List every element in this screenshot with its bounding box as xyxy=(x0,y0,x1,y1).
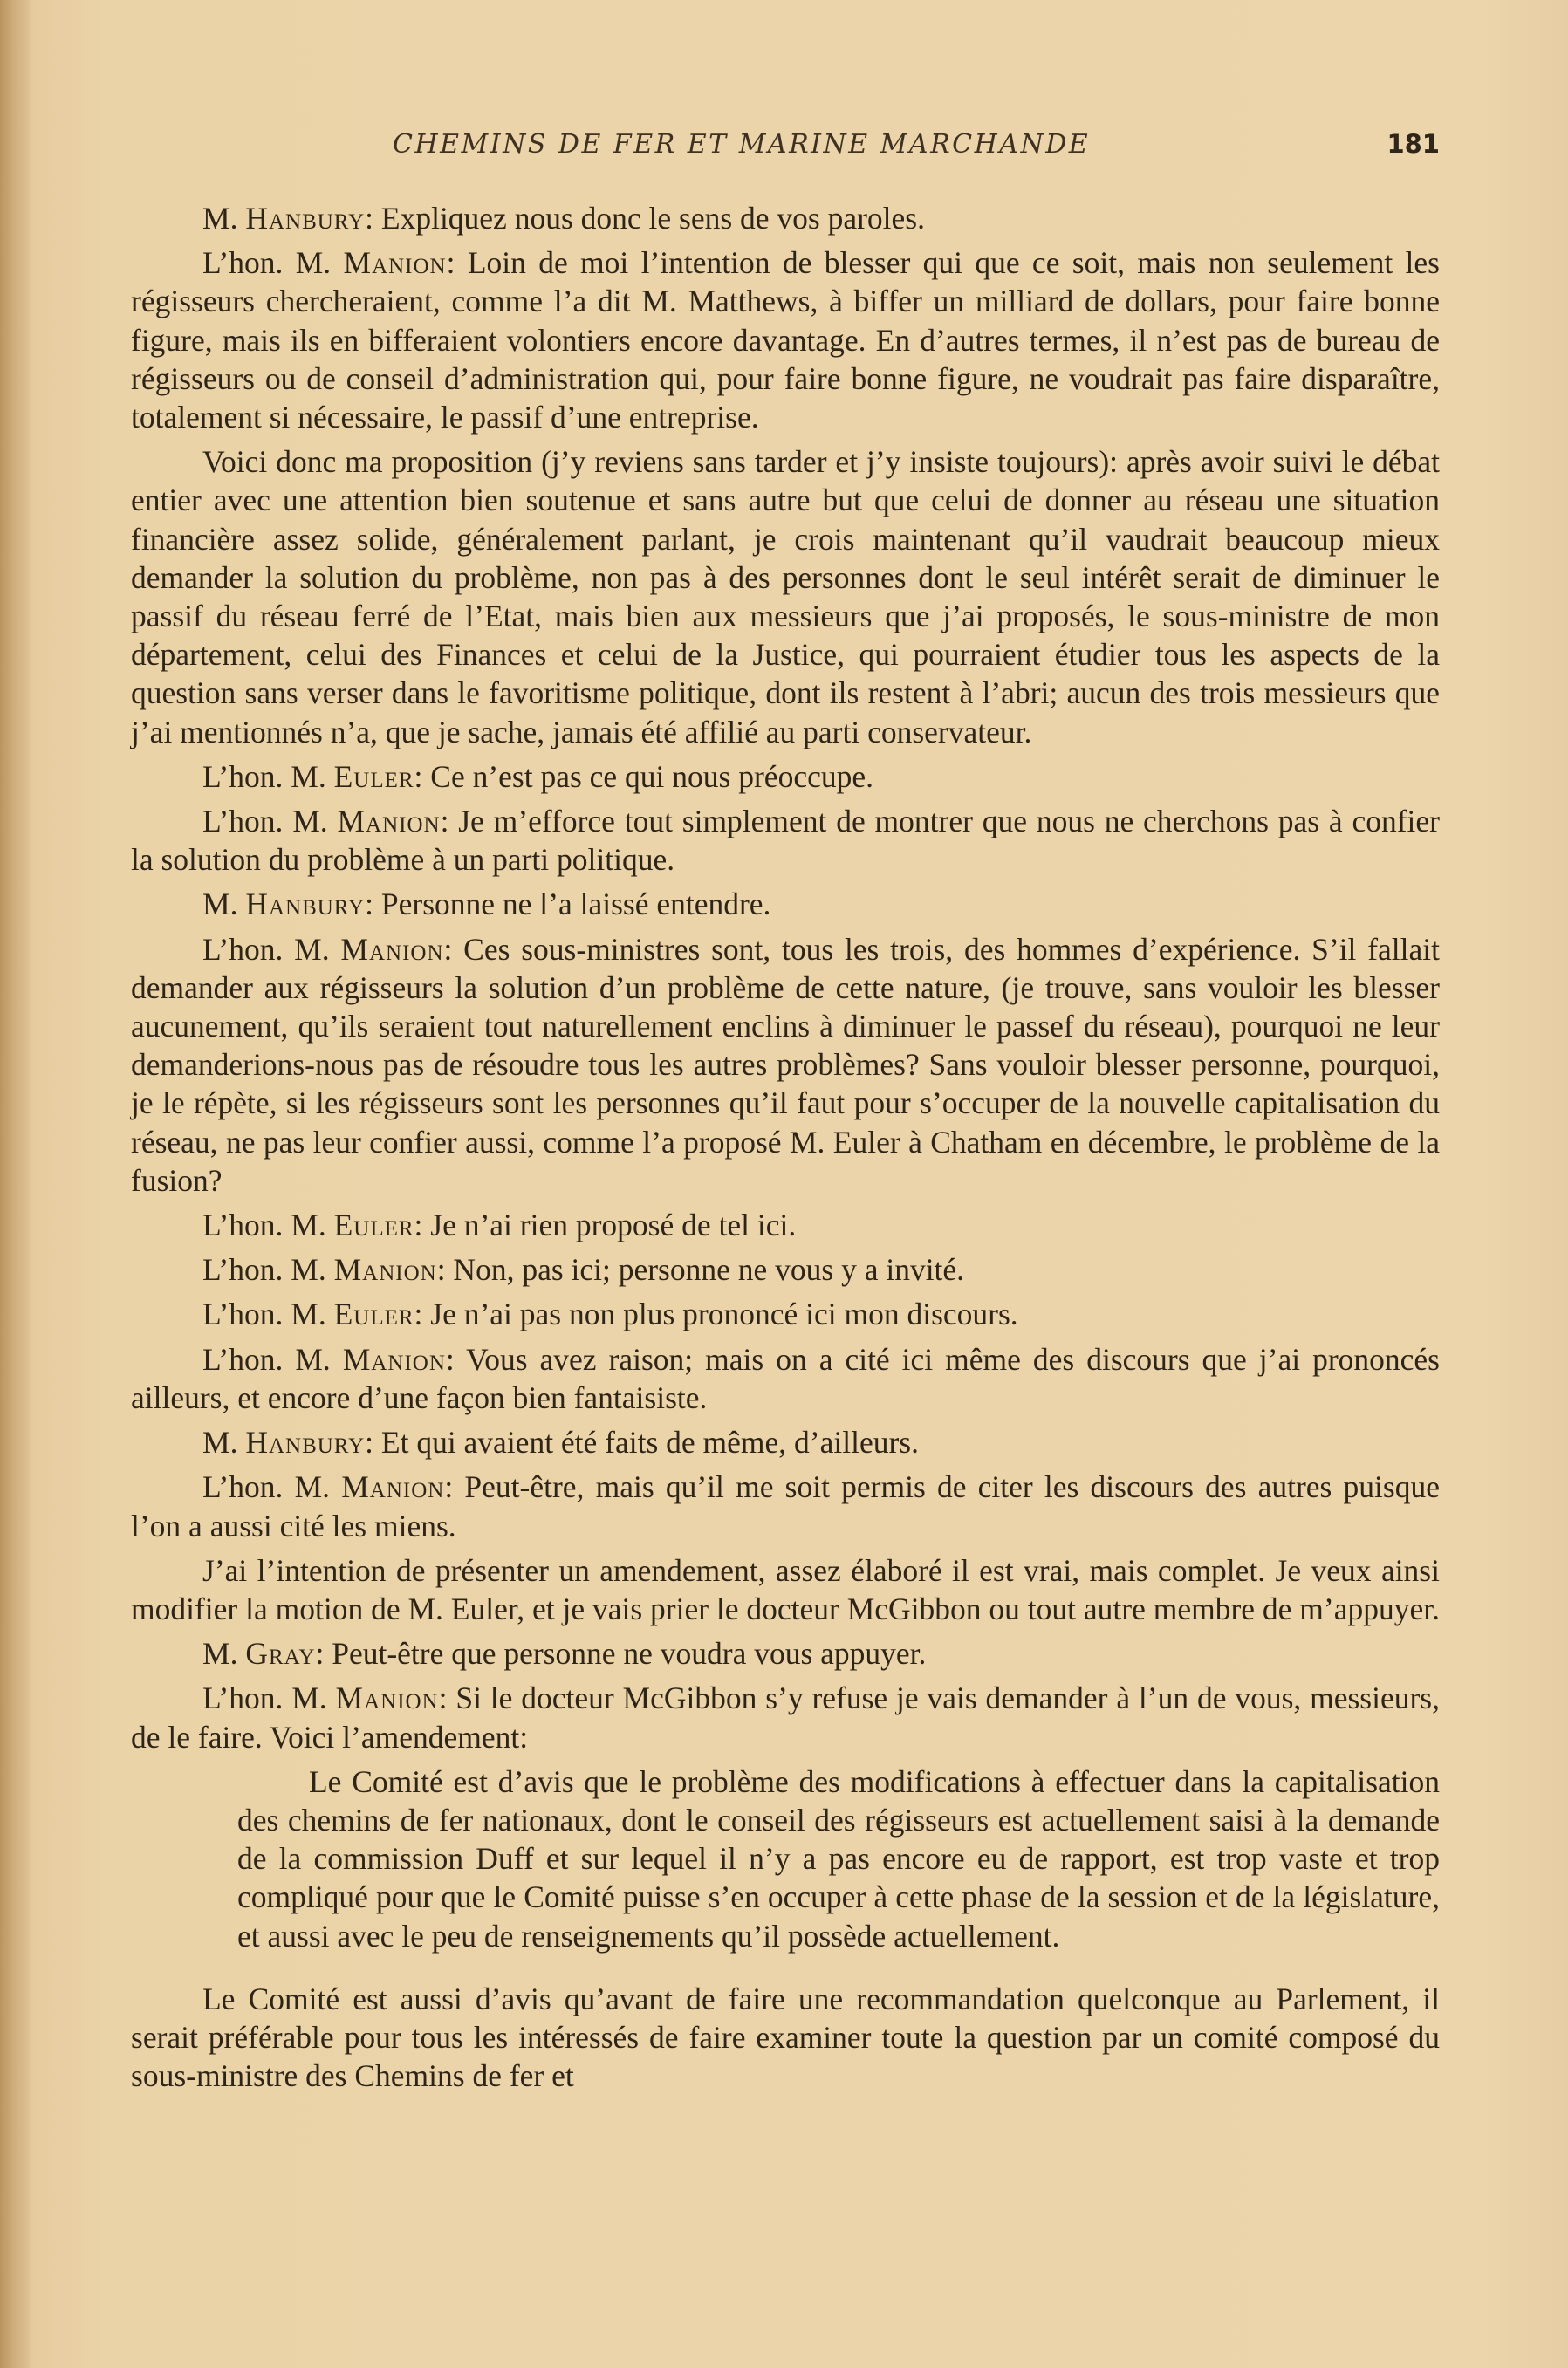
speaker-name: Euler xyxy=(333,1297,414,1332)
running-header xyxy=(131,129,1440,173)
paragraph-14: J’ai l’intention de présenter un amendement, assez élaboré il est vrai, mais complet. Je veux ainsi modifier la motion de M. Euler, et je vais prier le docteur McGibbon ou tout autre membre de m’appuyer. xyxy=(131,1552,1440,1626)
paragraph-5: L’hon. M. Manion: Je m’efforce tout simplement de montrer que nous ne cherchons pas à confier la solution du problème à un parti politique. xyxy=(131,804,1440,878)
speaker-name: Euler xyxy=(333,1208,414,1243)
speaker-name: Manion xyxy=(343,245,447,281)
paragraph-4: L’hon. M. Euler: Ce n’est pas ce qui nous préoccupe. xyxy=(202,758,873,794)
page-number: 181 xyxy=(1387,129,1440,159)
paragraph-10: L’hon. M. Euler: Je n’ai pas non plus prononcé ici mon discours. xyxy=(202,1297,1018,1332)
speaker-name: Manion xyxy=(337,804,441,839)
paragraph-15: M. Gray: Peut-être que personne ne voudra vous appuyer. xyxy=(202,1636,927,1672)
speaker-name: Manion xyxy=(333,1252,437,1288)
speaker-name: Hanbury xyxy=(245,1425,366,1461)
paragraph-7: L’hon. M. Manion: Ces sous-ministres sont, tous les trois, des hommes d’expérience. S’il fallait demander aux régisseurs la solution d’un problème de cette nature, (je trouve, sans vouloir les blesser aucunement, qu’ils seraient tout naturellement enclins à diminuer le passef du réseau), pourquoi ne leur demanderions-nous pas de résoudre tous les autres problèmes? Sans vouloir blesser personne, pourquoi, je le répète, si les régisseurs sont les personnes qu’il faut pour s’occuper de la nouvelle capitalisation du réseau, ne pas leur confier aussi, comme l’a proposé M. Euler à Chatham en décembre, le problème de la fusion? xyxy=(131,931,1440,1198)
speaker-name: Hanbury xyxy=(245,201,366,236)
paragraph-3: Voici donc ma proposition (j’y reviens sans tarder et j’y insiste toujours): après avoir suivi le débat entier avec une attention bien soutenue et sans autre but que celui de donner au réseau une situation financière assez solide, généralement parlant, je crois maintenant qu’il vaudrait beaucoup mieux demander la solution du problème, non pas à des personnes dont le seul intérêt serait de diminuer le passif du réseau ferré de l’Etat, mais bien aux messieurs que j’ai proposés, le sous-ministre de mon département, celui des Finances et celui de la Justice, qui pourraient étudier tous les aspects de la question sans verser dans le favoritisme politique, dont ils restent à l’abri; aucun des trois messieurs que j’ai mentionnés n’a, que je sache, jamais été affilié au parti conservateur. xyxy=(131,444,1440,749)
paragraph-12: M. Hanbury: Et qui avaient été faits de même, d’ailleurs. xyxy=(202,1425,919,1461)
speaker-name: Hanbury xyxy=(245,886,366,922)
page-body xyxy=(131,199,1440,2095)
amendment-quote: Le Comité est d’avis que le problème des modifications à effectuer dans la capitalisation des chemins de fer nationaux, dont le conseil des régisseurs est actuellement saisi à la demande de la commission Duff et sur lequel il n’y a pas encore eu de rapport, est trop vaste et trop compliqué pour que le Comité puisse s’en occuper à cette phase de la session et de la législature, et aussi avec le peu de renseignements qu’il possède actuellement. xyxy=(237,1763,1440,1954)
paragraph-2: L’hon. M. Manion: Loin de moi l’intention de blesser qui que ce soit, mais non seulement les régisseurs chercheraient, comme l’a dit M. Matthews, à biffer un milliard de dollars, pour faire bonne figure, mais ils en bifferaient volontiers encore davantage. En d’autres termes, il n’est pas de bureau de régisseurs ou de conseil d’administration qui, pour faire bonne figure, ne voudrait pas faire disparaître, totalement si nécessaire, le passif d’une entreprise. xyxy=(131,245,1440,435)
running-title: CHEMINS DE FER ET MARINE MARCHANDE xyxy=(393,129,1091,160)
paragraph-1: M. Hanbury: Expliquez nous donc le sens de vos paroles. xyxy=(202,201,925,236)
paragraph-9: L’hon. M. Manion: Non, pas ici; personne ne vous y a invité. xyxy=(202,1252,965,1288)
speaker-name: Manion xyxy=(342,1341,446,1377)
paragraph-6: M. Hanbury: Personne ne l’a laissé entendre. xyxy=(202,886,771,922)
speaker-name: Manion xyxy=(340,931,444,967)
paragraph-13: L’hon. M. Manion: Peut-être, mais qu’il me soit permis de citer les discours des autres puisque l’on a aussi cité les miens. xyxy=(131,1469,1440,1543)
speaker-name: Manion xyxy=(335,1680,439,1716)
speaker-name: Manion xyxy=(341,1469,445,1505)
paragraph-16: L’hon. M. Manion: Si le docteur McGibbon s’y refuse je vais demander à l’un de vous, messieurs, de le faire. Voici l’amendement: xyxy=(131,1680,1440,1755)
closing-paragraph: Le Comité est aussi d’avis qu’avant de faire une recommandation quelconque au Parlement, il serait préférable pour tous les intéressés de faire examiner toute la question par un comité composé du sous-ministre des Chemins de fer et xyxy=(131,1981,1440,2094)
page-binding-edge xyxy=(0,0,30,2368)
paragraph-8: L’hon. M. Euler: Je n’ai rien proposé de tel ici. xyxy=(202,1208,797,1243)
speaker-name: Gray xyxy=(245,1636,316,1672)
paragraph-11: L’hon. M. Manion: Vous avez raison; mais on a cité ici même des discours que j’ai prononcés ailleurs, et encore d’une façon bien fantaisiste. xyxy=(131,1341,1440,1415)
speaker-name: Euler xyxy=(333,758,414,794)
